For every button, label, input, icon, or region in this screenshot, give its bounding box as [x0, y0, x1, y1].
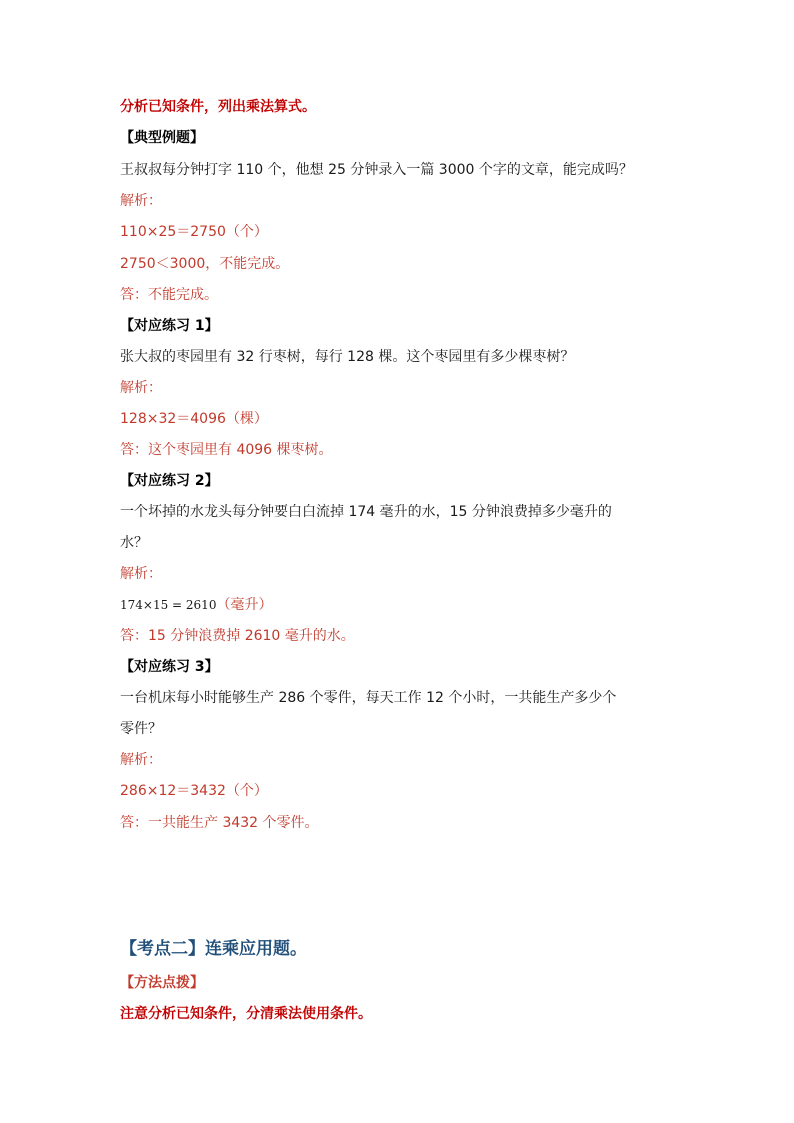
example-step1: 110×25＝2750（个） [120, 224, 268, 240]
exercise2-step1-unit: （毫升） [216, 597, 273, 613]
exercise3-analysis-label: 解析： [120, 752, 162, 768]
exercise2-step1 [120, 595, 272, 615]
exercise2-analysis-label: 解析： [120, 566, 162, 582]
example-analysis-label: 解析： [120, 193, 162, 209]
section2-heading: 【考点二】连乘应用题。 [120, 939, 307, 959]
exercise2-question-line1: 一个坏掉的水龙头每分钟要白白流掉 174 毫升的水，15 分钟浪费掉多少毫升的 [120, 504, 612, 520]
exercise2-step1-formula: 174×15 = 2610 [120, 598, 217, 612]
exercise1-step1: 128×32＝4096（棵） [120, 411, 268, 427]
exercise3-question-line2: 零件？ [120, 721, 162, 737]
method-text: 注意分析已知条件，分清乘法使用条件。 [120, 1006, 372, 1022]
exercise1-question: 张大叔的枣园里有 32 行枣树，每行 128 棵。这个枣园里有多少棵枣树？ [120, 349, 575, 365]
exercise3-heading: 【对应练习 3】 [120, 659, 219, 675]
exercise2-heading: 【对应练习 2】 [120, 473, 219, 489]
example-heading: 【典型例题】 [120, 130, 204, 146]
intro-text: 分析已知条件，列出乘法算式。 [120, 99, 316, 115]
exercise3-question-line1: 一台机床每小时能够生产 286 个零件，每天工作 12 个小时，一共能生产多少个 [120, 690, 617, 706]
exercise2-question-line2: 水？ [120, 535, 148, 551]
exercise1-answer: 答：这个枣园里有 4096 棵枣树。 [120, 442, 333, 458]
exercise3-answer: 答：一共能生产 3432 个零件。 [120, 815, 319, 831]
exercise1-analysis-label: 解析： [120, 380, 162, 396]
example-question: 王叔叔每分钟打字 110 个，他想 25 分钟录入一篇 3000 个字的文章，能完成吗？ [120, 162, 633, 178]
example-step2: 2750＜3000，不能完成。 [120, 256, 290, 272]
method-heading: 【方法点拨】 [120, 975, 204, 991]
example-answer: 答：不能完成。 [120, 287, 218, 303]
exercise1-heading: 【对应练习 1】 [120, 318, 219, 334]
exercise3-step1: 286×12＝3432（个） [120, 783, 268, 799]
exercise2-answer: 答：15 分钟浪费掉 2610 毫升的水。 [120, 628, 355, 644]
